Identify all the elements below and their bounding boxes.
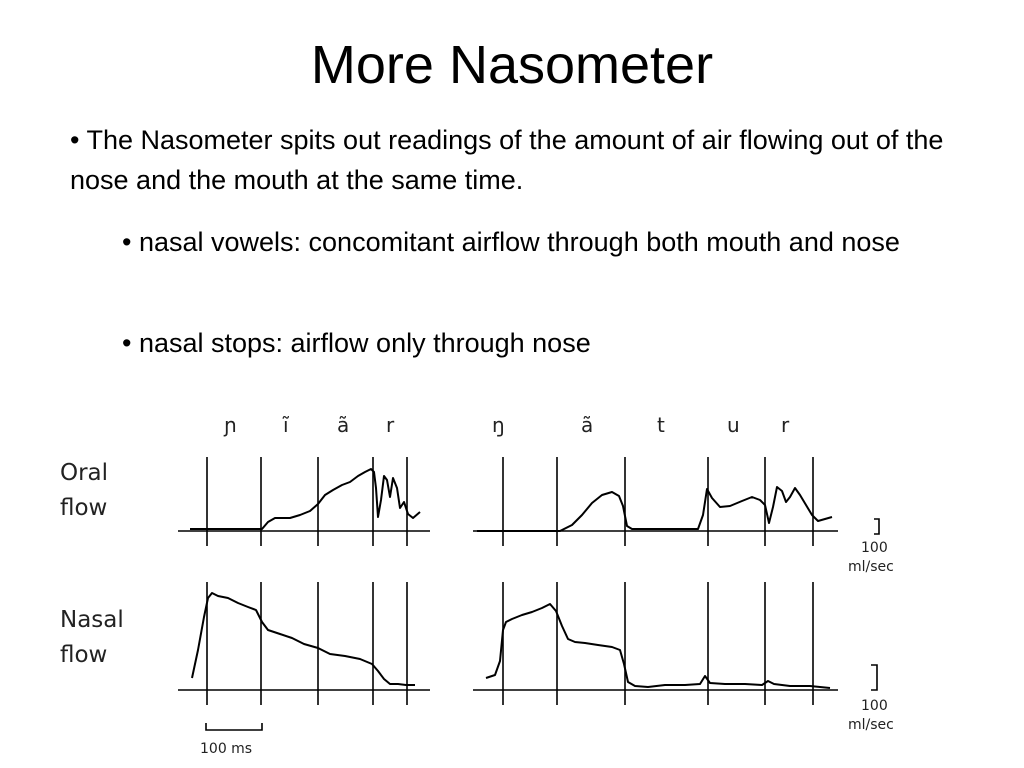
segment-label-t: t bbox=[657, 413, 665, 437]
oral-label-line1: Oral bbox=[60, 460, 109, 486]
scale-bracket-icon bbox=[871, 665, 877, 690]
nasal-left-boundaries bbox=[207, 582, 407, 705]
oral-scale-marker bbox=[848, 519, 894, 575]
bullet-nasal-vowels: • nasal vowels: concomitant airflow through both mouth and nose bbox=[122, 227, 900, 257]
nasal-flow-left-trace bbox=[192, 593, 415, 685]
nasal-label-line1: Nasal bbox=[60, 607, 124, 633]
right-segment-labels bbox=[492, 413, 790, 437]
segment-label-nasal-a-right: ã bbox=[581, 413, 594, 437]
segment-label-r-right: r bbox=[781, 413, 790, 437]
left-segment-labels bbox=[223, 413, 395, 437]
segment-label-nasal-i: ĩ bbox=[283, 413, 289, 437]
nasal-scale-value: 100 bbox=[861, 698, 888, 714]
oral-scale-unit: ml/sec bbox=[848, 559, 894, 575]
bullet-nasometer-readings: • The Nasometer spits out readings of the amount of air flowing out of the nose and the mouth at the same time. bbox=[70, 125, 944, 195]
nasal-scale-marker bbox=[848, 665, 894, 733]
nasal-scale-unit: ml/sec bbox=[848, 717, 894, 733]
oral-flow-right-trace bbox=[477, 487, 832, 531]
nasal-label-line2: flow bbox=[60, 642, 108, 668]
oral-flow-left-trace bbox=[190, 469, 420, 529]
time-scale-label: 100 ms bbox=[200, 741, 253, 757]
segment-label-nasal-a-left: ã bbox=[337, 413, 350, 437]
oral-label-line2: flow bbox=[60, 495, 108, 521]
segment-label-palatal-nasal: ɲ bbox=[224, 413, 237, 437]
oral-right-boundaries bbox=[503, 457, 813, 546]
oral-scale-value: 100 bbox=[861, 540, 888, 556]
bullet-nasal-stops: • nasal stops: airflow only through nose bbox=[122, 328, 591, 358]
scale-bracket-icon bbox=[874, 519, 879, 534]
nasal-flow-right-trace bbox=[486, 604, 830, 688]
segment-label-u: u bbox=[727, 413, 740, 437]
slide-title: More Nasometer bbox=[310, 35, 714, 95]
time-scale-bar bbox=[200, 723, 262, 757]
segment-label-r-left: r bbox=[386, 413, 395, 437]
segment-label-velar-nasal: ŋ bbox=[492, 413, 505, 437]
time-scale-bracket-icon bbox=[206, 723, 262, 730]
